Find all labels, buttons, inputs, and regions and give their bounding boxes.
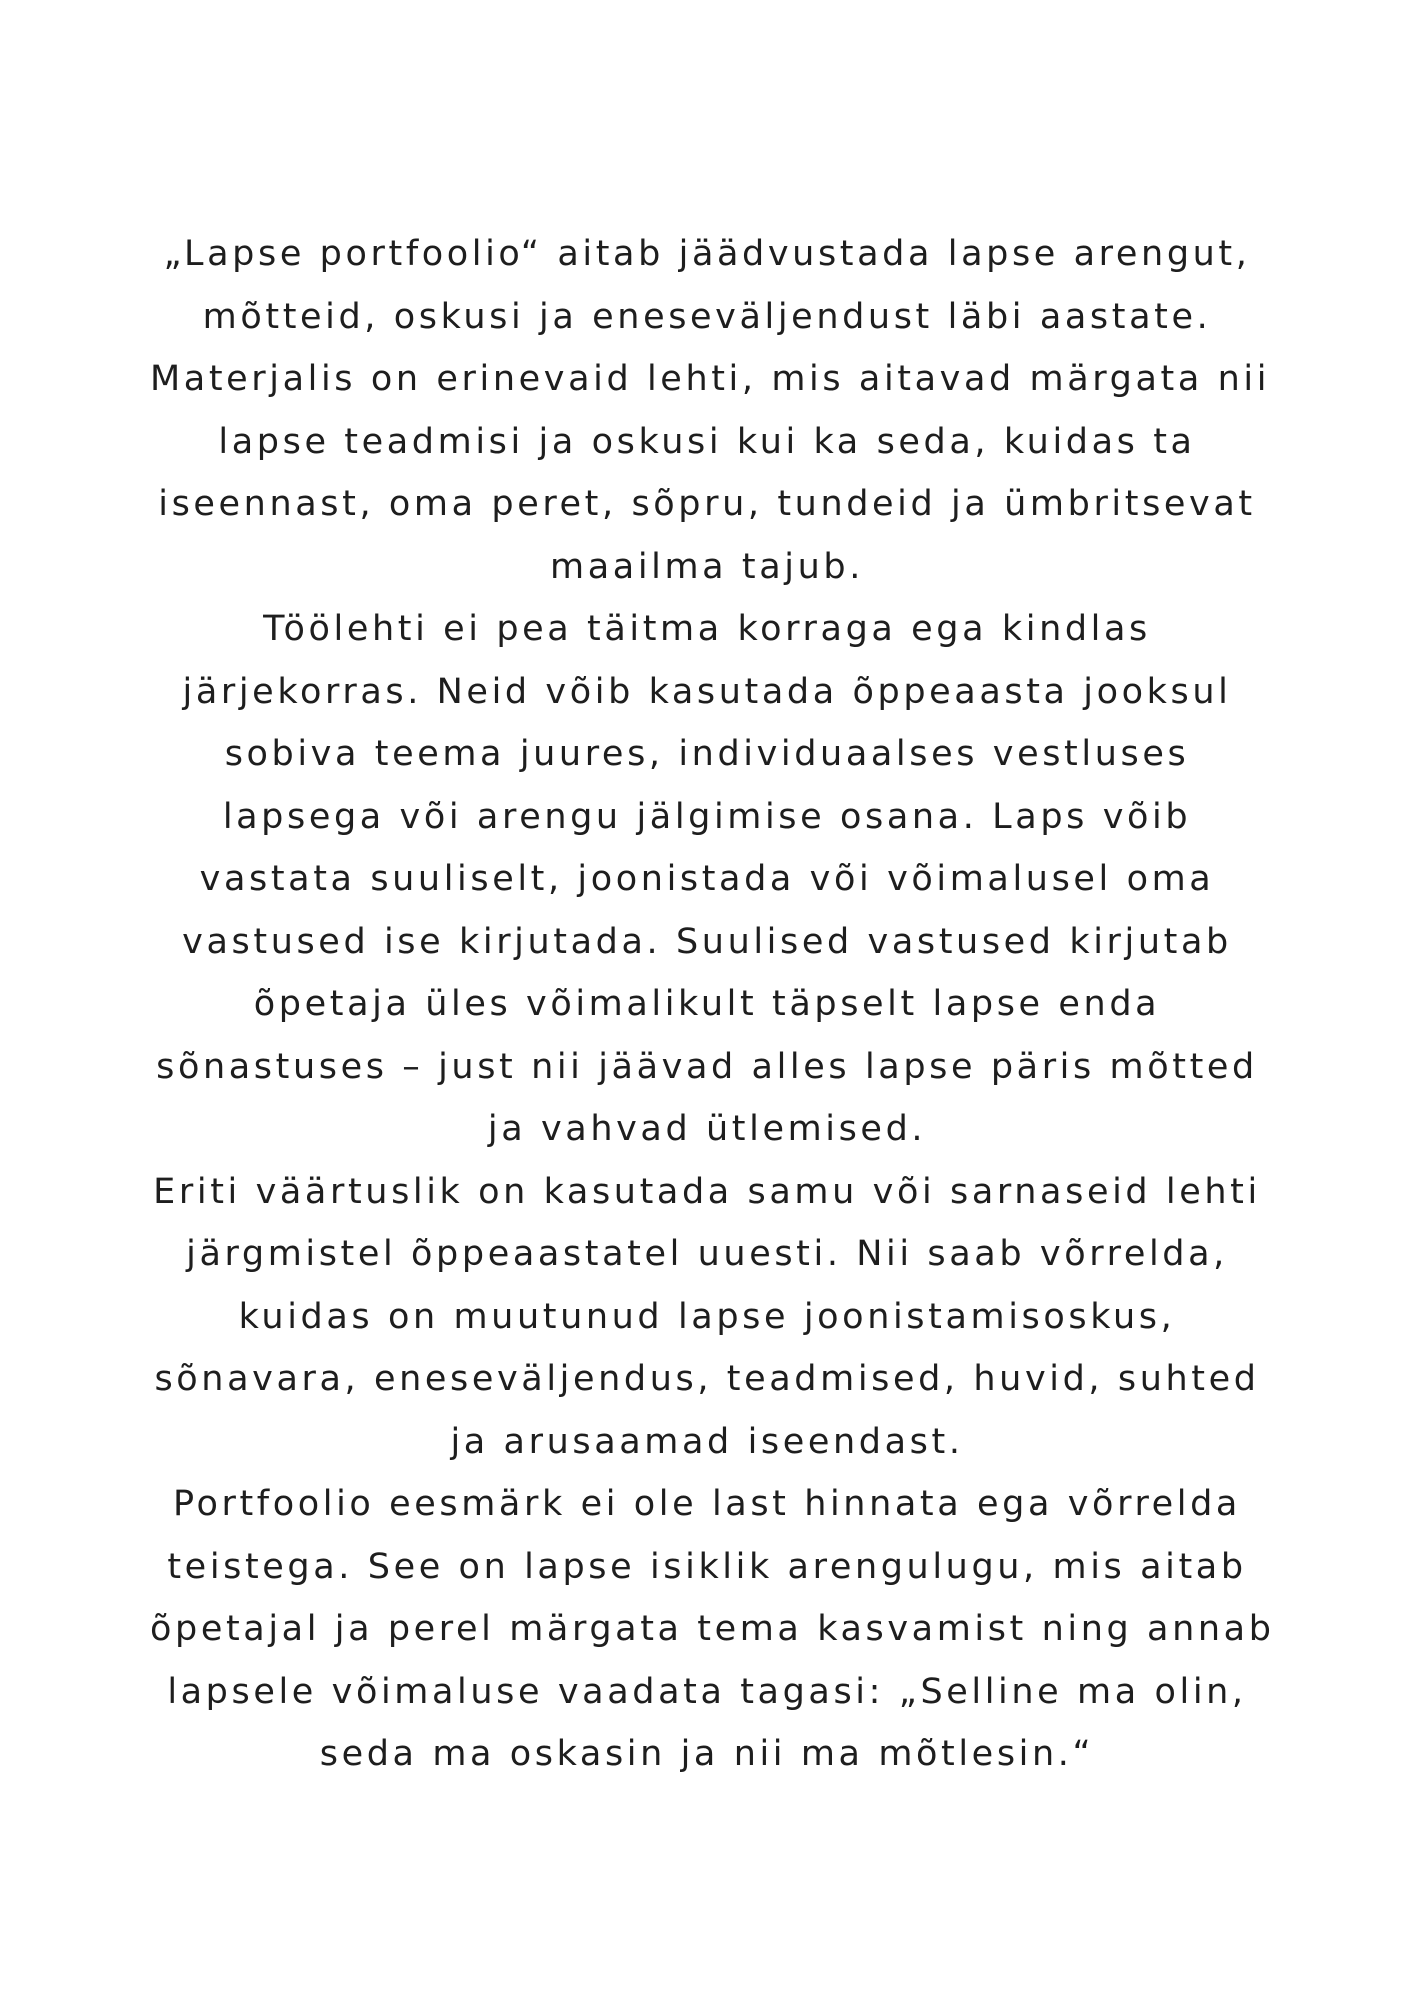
text-line: ja arusaamad iseendast. bbox=[450, 1421, 964, 1462]
text-line: õpetajal ja perel märgata tema kasvamist ning annab bbox=[150, 1609, 1275, 1649]
body-text bbox=[150, 223, 1275, 1786]
text-line: sõnavara, eneseväljendus, teadmised, huvid, suhted bbox=[154, 1359, 1260, 1399]
text-line: Eriti väärtuslik on kasutada samu või sarnaseid lehti bbox=[153, 1171, 1261, 1212]
text-line: õpetaja üles võimalikult täpselt lapse enda bbox=[253, 984, 1161, 1024]
text-line: Töölehti ei pea täitma korraga ega kindlas bbox=[263, 609, 1151, 649]
text-line: lapse teadmisi ja oskusi kui ka seda, kuidas ta bbox=[218, 421, 1196, 462]
text-line: järgmistel õppeaastatel uuesti. Nii saab võrrelda, bbox=[186, 1234, 1228, 1274]
text-line: vastused ise kirjutada. Suulised vastused kirjutab bbox=[182, 921, 1232, 962]
text-line: sobiva teema juures, individuaalses vestluses bbox=[224, 734, 1190, 774]
text-line: Portfoolio eesmärk ei ole last hinnata ega võrrelda bbox=[173, 1484, 1241, 1524]
text-line: teistega. See on lapse isiklik arengulugu, mis aitab bbox=[167, 1546, 1247, 1587]
text-line: Materjalis on erinevaid lehti, mis aitavad märgata nii bbox=[150, 359, 1271, 399]
text-line: seda ma oskasin ja nii ma mõtlesin.“ bbox=[319, 1734, 1095, 1774]
text-line: iseennast, oma peret, sõpru, tundeid ja ümbritsevat bbox=[158, 484, 1256, 524]
text-line: ja vahvad ütlemised. bbox=[487, 1109, 927, 1149]
text-line: maailma tajub. bbox=[550, 546, 864, 587]
text-line: vastata suuliselt, joonistada või võimalusel oma bbox=[199, 859, 1215, 899]
text-line: sõnastuses – just nii jäävad alles lapse päris mõtted bbox=[156, 1046, 1258, 1087]
text-line: järjekorras. Neid võib kasutada õppeaasta jooksul bbox=[182, 671, 1232, 712]
text-line: lapsega või arengu jälgimise osana. Laps võib bbox=[222, 796, 1192, 837]
text-line: kuidas on muutunud lapse joonistamisoskus, bbox=[238, 1296, 1176, 1337]
text-line: mõtteid, oskusi ja eneseväljendust läbi aastate. bbox=[202, 296, 1212, 337]
text-line: „Lapse portfoolio“ aitab jäädvustada lapse arengut, bbox=[163, 234, 1251, 274]
text-line: lapsele võimaluse vaadata tagasi: „Selline ma olin, bbox=[167, 1671, 1247, 1712]
